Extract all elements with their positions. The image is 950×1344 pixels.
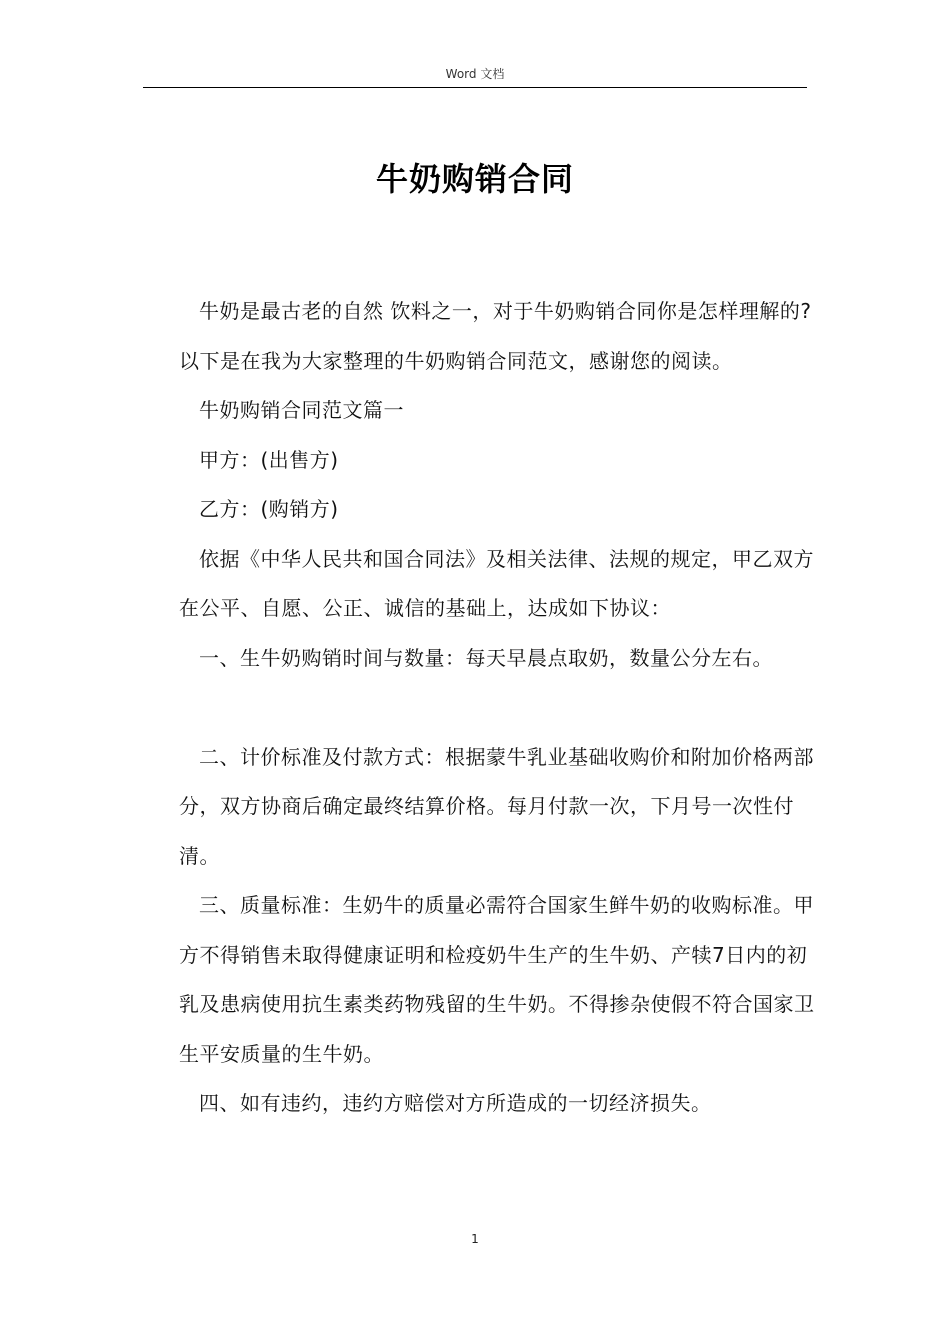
paragraph-clause-4: 四、如有违约，违约方赔偿对方所造成的一切经济损失。 bbox=[199, 1091, 712, 1115]
header-divider bbox=[143, 87, 807, 88]
paragraph-section-heading: 牛奶购销合同范文篇一 bbox=[199, 398, 404, 422]
paragraph-clause-2: 二、计价标准及付款方式：根据蒙牛乳业基础收购价和附加价格两部分，双方协商后确定最终结算价格。每月付款一次，下月号一次性付清。 bbox=[179, 744, 814, 868]
paragraph-intro: 牛奶是最古老的自然 饮料之一，对于牛奶购销合同你是怎样理解的?以下是在我为大家整理的牛奶购销合同范文，感谢您的阅读。 bbox=[179, 299, 812, 373]
document-title: 牛奶购销合同 bbox=[375, 160, 574, 198]
paragraph-clause-3: 三、质量标准：生奶牛的质量必需符合国家生鲜牛奶的收购标准。甲方不得销售未取得健康证明和检疫奶牛生产的生牛奶、产犊7日内的初乳及患病使用抗生素类药物残留的生牛奶。不得掺杂使假不符合国家卫生平安质量的生牛奶。 bbox=[179, 893, 815, 1066]
page-number: 1 bbox=[471, 1232, 479, 1246]
paragraph-party-a: 甲方：(出售方) bbox=[199, 447, 339, 472]
paragraph-spacer bbox=[179, 683, 819, 733]
page-header: Word 文档 bbox=[445, 67, 505, 81]
document-body bbox=[179, 287, 819, 1129]
paragraph-party-b: 乙方：(购销方) bbox=[199, 497, 339, 521]
paragraph-basis: 依据《中华人民共和国合同法》及相关法律、法规的规定，甲乙双方在公平、自愿、公正、诚信的基础上，达成如下协议： bbox=[179, 546, 814, 620]
paragraph-clause-1: 一、生牛奶购销时间与数量：每天早晨点取奶，数量公分左右。 bbox=[199, 645, 773, 670]
